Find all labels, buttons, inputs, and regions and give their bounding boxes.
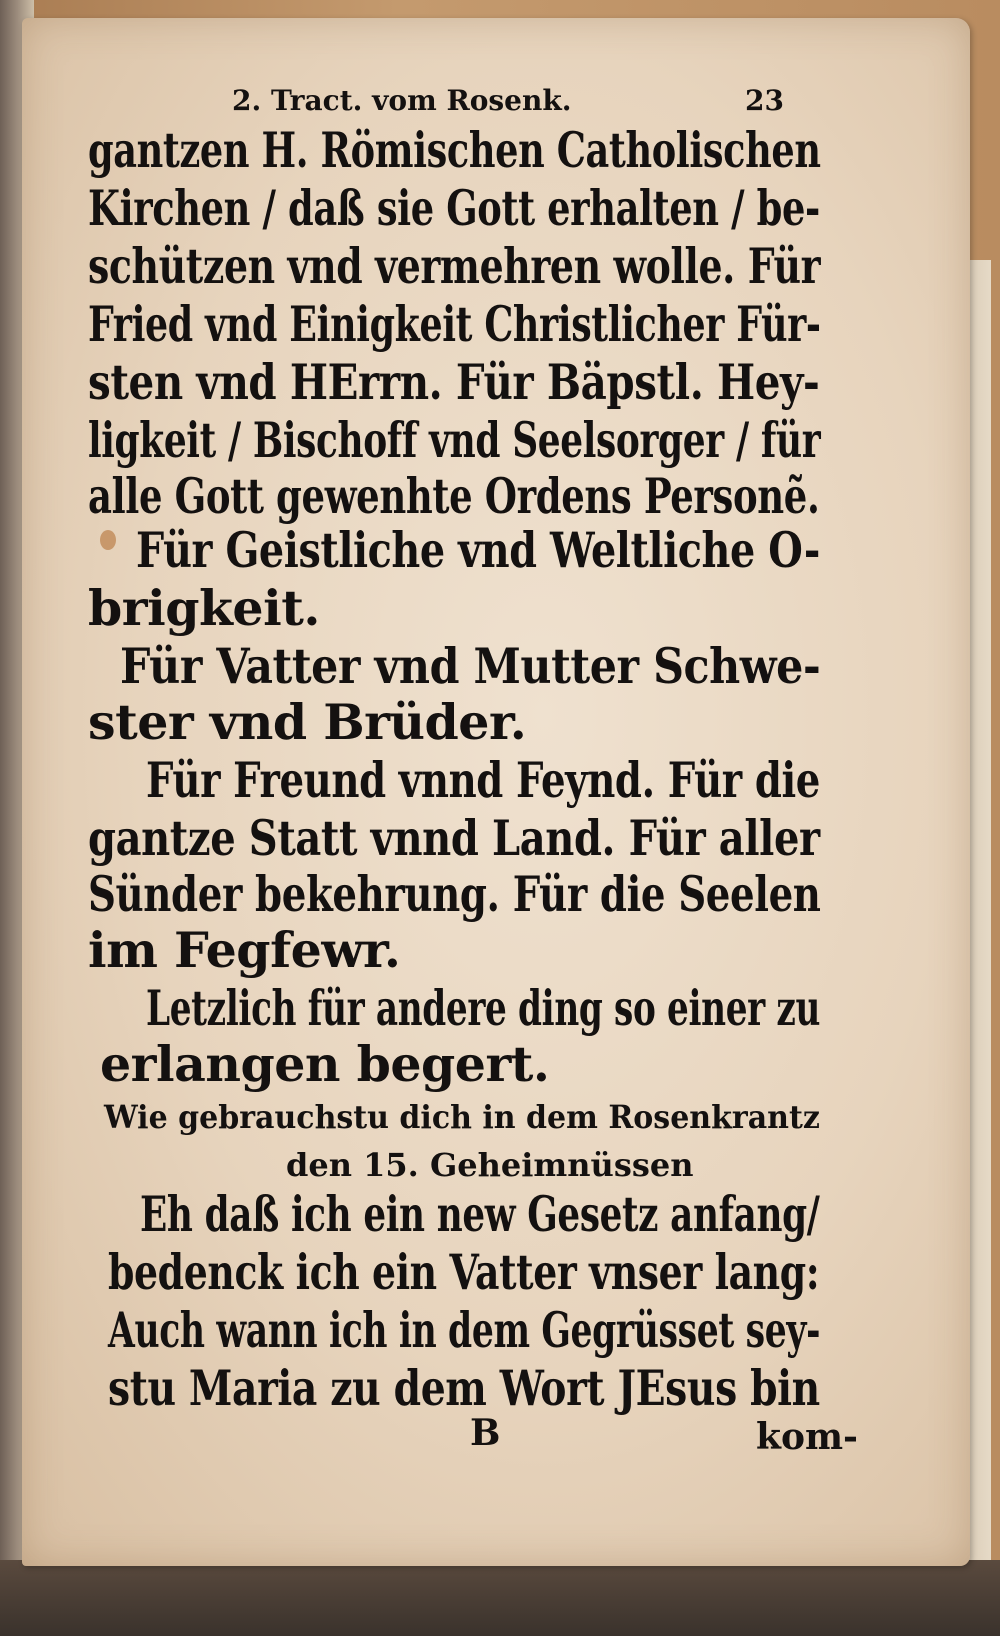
text-line: Kirchen / daß sie Gott erhalten / be- bbox=[88, 179, 820, 237]
running-title: 2. Tract. vom Rosenk. bbox=[232, 84, 572, 117]
text-line: stu Maria zu dem Wort JEsus bin bbox=[108, 1359, 820, 1417]
signature-mark: B bbox=[470, 1412, 501, 1454]
text-line: Letzlich für andere ding so einer zu bbox=[146, 979, 821, 1037]
text-line: erlangen begert. bbox=[100, 1035, 550, 1093]
text-line: Fried vnd Einigkeit Christlicher Für- bbox=[88, 295, 821, 353]
text-line: Für Geistliche vnd Weltliche O- bbox=[136, 521, 820, 579]
text-line: Sünder bekehrung. Für die Seelen bbox=[88, 865, 821, 923]
text-line: ligkeit / Bischoff vnd Seelsorger / für bbox=[88, 411, 821, 469]
text-line: ster vnd Brüder. bbox=[88, 693, 527, 751]
text-line: brigkeit. bbox=[88, 579, 320, 637]
text-line: schützen vnd vermehren wolle. Für bbox=[88, 237, 821, 295]
text-line: bedenck ich ein Vatter vnser lang: bbox=[108, 1243, 820, 1301]
text-line: sten vnd HErrn. Für Bäpstl. Hey- bbox=[88, 353, 820, 411]
section-heading-line-1: Wie gebrauchstu dich in dem Rosenkrantz bbox=[104, 1098, 820, 1136]
text-line: alle Gott gewenhte Ordens Personẽ. bbox=[88, 467, 820, 525]
text-line: Für Vatter vnd Mutter Schwe- bbox=[120, 637, 821, 695]
text-line: Eh daß ich ein new Gesetz anfang/ bbox=[140, 1185, 820, 1243]
page-number: 23 bbox=[745, 84, 784, 117]
text-line: im Fegfewr. bbox=[88, 921, 401, 979]
text-line: gantze Statt vnnd Land. Für aller bbox=[88, 809, 820, 867]
section-heading-line-2: den 15. Geheimnüssen bbox=[286, 1146, 694, 1184]
catchword: kom- bbox=[756, 1416, 858, 1458]
text-line: Für Freund vnnd Feynd. Für die bbox=[146, 751, 820, 809]
text-line: gantzen H. Römischen Catholischen bbox=[88, 121, 821, 179]
text-line: Auch wann ich in dem Gegrüsset sey- bbox=[108, 1301, 821, 1359]
